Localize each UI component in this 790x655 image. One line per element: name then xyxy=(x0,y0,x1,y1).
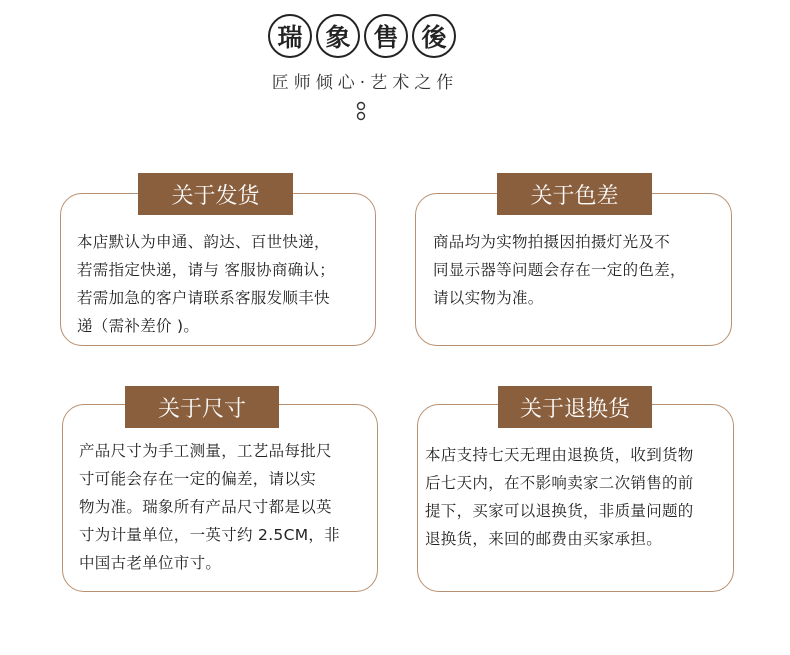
brand-seal-char-3: 售 xyxy=(364,14,408,58)
size-card-title: 关于尺寸 xyxy=(125,386,279,428)
size-card-body: 产品尺寸为手工测量，工艺品每批尺 寸可能会存在一定的偏差，请以实 物为准。瑞象所有产品尺寸都是以英 寸为计量单位，一英寸约 2.5CM，非 中国古老单位市寸。 xyxy=(79,442,340,572)
slogan: 匠师倾心·艺术之作 xyxy=(271,73,459,93)
color-card-title: 关于色差 xyxy=(497,173,652,215)
shipping-card xyxy=(60,193,376,346)
double-ring-icon xyxy=(355,100,367,122)
color-card xyxy=(415,193,732,346)
brand-seal-char-4: 後 xyxy=(412,14,456,58)
shipping-card-title: 关于发货 xyxy=(138,173,293,215)
shipping-card-body: 本店默认为申通、韵达、百世快递， 若需指定快递，请与 客服协商确认； 若需加急的客户请联系客服发顺丰快 递（需补差价 )。 xyxy=(77,233,336,335)
brand-seal-char-2: 象 xyxy=(316,14,360,58)
return-card-body: 本店支持七天无理由退换货，收到货物 后七天内，在不影响卖家二次销售的前 提下，买家可以退换货，非质量问题的 退换货，来回的邮费由买家承担。 xyxy=(425,446,694,548)
brand-seal-row xyxy=(268,14,456,58)
brand-seal-char-1: 瑞 xyxy=(268,14,312,58)
size-card xyxy=(62,404,378,592)
return-card-title: 关于退换货 xyxy=(498,386,652,428)
return-card xyxy=(417,404,734,592)
color-card-body: 商品均为实物拍摄因拍摄灯光及不 同显示器等问题会存在一定的色差， 请以实物为准。 xyxy=(433,233,686,307)
